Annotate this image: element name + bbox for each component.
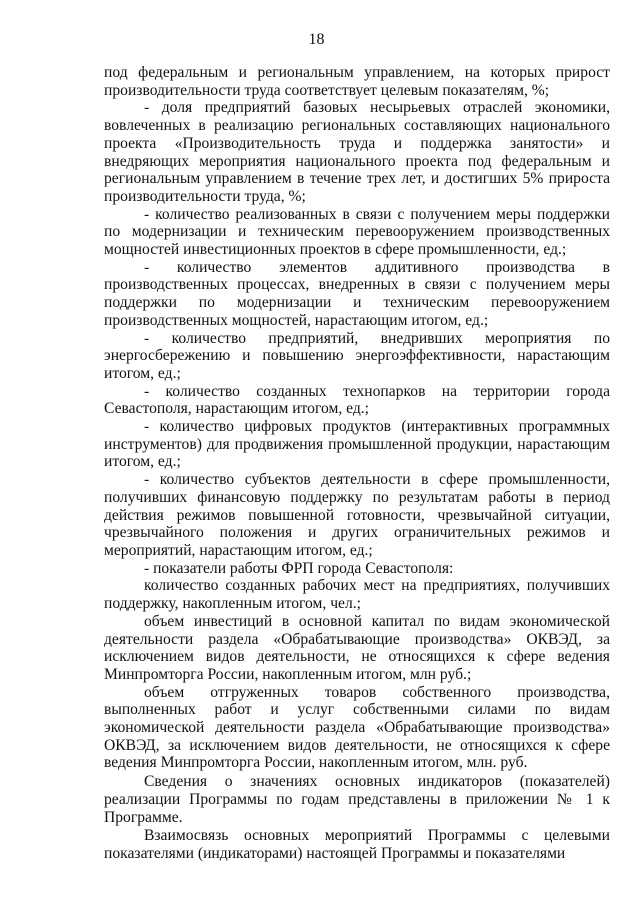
list-item-digital-products: - количество цифровых продуктов (интерактивных программных инструментов) для продвижения промышленной продукции, нарастающим итогом, ед.; [104,418,610,471]
paragraph-relationship: Взаимосвязь основных мероприятий Программы с целевыми показателями (индикаторами) настоящей Программы и показателями [104,827,610,862]
sub-item-jobs-created: количество созданных рабочих мест на предприятиях, получивших поддержку, накопленным итогом, чел.; [104,577,610,613]
page-number: 18 [308,31,325,48]
list-item-technoparks: - количество созданных технопарков на территории города Севастополя, нарастающим итогом, ед.; [104,382,610,418]
sub-item-fixed-investment: объем инвестиций в основной капитал по видам экономической деятельности раздела «Обрабатывающие производства» ОКВЭД, за исключением видов деятельности, не относящихся к сфере ведения Минпромторга России, накопленным итогом, млн руб.; [104,612,610,683]
list-item-investment-projects: - количество реализованных в связи с получением меры поддержки по модернизации и техническим перевооружением производственных мощностей инвестиционных проектов в сфере промышленности, ед.; [104,205,610,259]
sub-item-shipped-goods: объем отгруженных товаров собственного производства, выполненных работ и услуг собственными силами по видам экономической деятельности раздела «Обрабатывающие производства» ОКВЭД, за исключением видов деятельности, не относящихся к сфере ведения Минпромторга России, накопленным итогом, млн. руб. [104,683,610,772]
paragraph-continuation: под федеральным и региональным управлением, на которых прирост производительности труда соответствует целевым показателям, %; [104,64,610,99]
list-item-financial-support: - количество субъектов деятельности в сфере промышленности, получивших финансовую поддержку по результатам работы в период действия режимов повышенной готовности, чрезвычайной ситуации, чрезвычайного положения и других ограничительных режимов и мероприятий, нарастающим итогом, ед.; [104,471,610,559]
list-item-additive-production: - количество элементов аддитивного производства в производственных процессах, внедренных в связи с получением меры поддержки по модернизации и техническим перевооружением производственных мощностей, нарастающим итогом, ед.; [104,258,610,329]
list-item-frp-indicators: - показатели работы ФРП города Севастополя: [144,559,454,577]
list-item-enterprises-share: - доля предприятий базовых несырьевых отраслей экономики, вовлеченных в реализацию региональных составляющих национального проекта «Производительность труда и поддержка занятости» и внедряющих мероприятия национального проекта под федеральным и региональным управлением в течение трех лет, и достигших 5% прироста производительности труда, %; [104,99,610,205]
document-body [104,64,610,863]
paragraph-indicator-values: Сведения о значениях основных индикаторов (показателей) реализации Программы по годам представлены в приложении № 1 к Программе. [104,773,610,826]
list-item-energy-saving: - количество предприятий, внедривших мероприятия по энергосбережению и повышению энергоэффективности, нарастающим итогом, ед.; [104,329,610,382]
